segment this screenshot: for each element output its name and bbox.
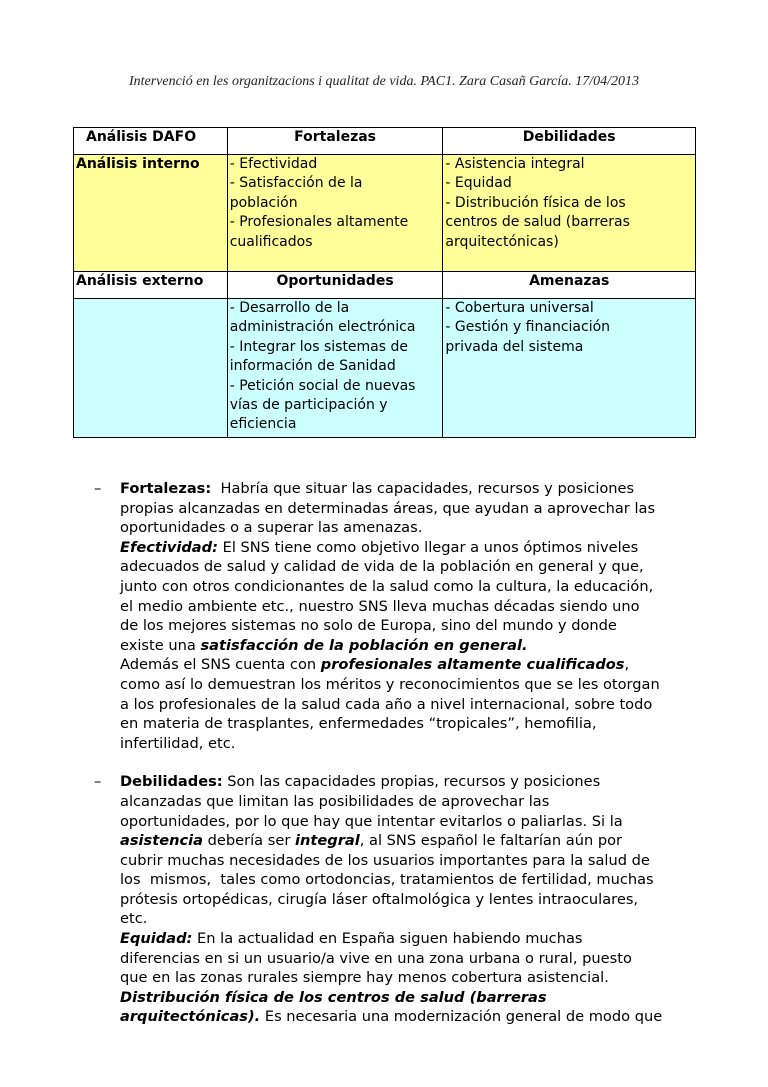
text-line: los mismos, tales como ortodoncias, tratamientos de fertilidad, muchas <box>120 871 654 889</box>
internal-analysis-row <box>74 155 696 272</box>
dafo-header-row <box>74 128 696 155</box>
text-line: infertilidad, etc. <box>120 734 236 752</box>
text-line: de los mejores sistemas no solo de Europa, sino del mundo y donde <box>120 617 617 635</box>
debilidades-section <box>94 772 704 1027</box>
emphasis: profesionales altamente cualificados <box>320 656 625 674</box>
text-line: oportunidades, por lo que hay que intentar evitarlos o paliarlas. Si la <box>120 812 623 830</box>
cell-line: arquitectónicas) <box>445 233 559 250</box>
cell-line: - Gestión y financiación <box>445 319 611 336</box>
cell-line: - Profesionales altamente <box>229 214 409 231</box>
text-line <box>120 1007 704 1027</box>
text-line <box>120 655 704 675</box>
text-line: a los profesionales de la salud cada año a nivel internacional, sobre todo <box>120 695 653 713</box>
text-line <box>120 479 704 499</box>
page-header: Intervenció en les organitzacions i qualitat de vida. PAC1. Zara Casañ García. 17/04/2013 <box>128 74 640 89</box>
subtitle: Equidad: <box>120 930 193 948</box>
dafo-title-cell: Análisis DAFO <box>74 128 228 155</box>
cell-line: - Petición social de nuevas <box>229 377 416 394</box>
list-dash: – <box>94 773 102 791</box>
cell-line: - Efectividad <box>229 156 318 172</box>
amenazas-cell <box>443 299 696 438</box>
cell-line: - Cobertura universal <box>445 300 594 316</box>
text-line: cubrir muchas necesidades de los usuarios importantes para la salud de <box>120 851 650 869</box>
cell-line: vías de participación y <box>229 397 388 414</box>
text-line: prótesis ortopédicas, cirugía láser oftalmológica y lentes intraoculares, <box>120 890 639 908</box>
emphasis: satisfacción de la población en general. <box>200 636 528 654</box>
cell-line: - Integrar los sistemas de <box>229 338 409 355</box>
oportunidades-header: Oportunidades <box>227 272 443 299</box>
text-line: que en las zonas rurales siempre hay menos cobertura asistencial. <box>120 969 609 987</box>
text-line: propias alcanzadas en determinadas áreas, que ayudan a aprovechar las <box>120 499 656 517</box>
document-body <box>94 479 704 1046</box>
cell-line: - Distribución física de los <box>445 194 626 211</box>
debilidades-header: Debilidades <box>443 128 696 155</box>
text-line: el medio ambiente etc., nuestro SNS lleva muchas décadas siendo uno <box>120 597 640 615</box>
cell-line: privada del sistema <box>445 338 584 355</box>
cell-line: administración electrónica <box>229 319 416 336</box>
list-dash: – <box>94 480 102 497</box>
cell-line: eficiencia <box>229 416 297 433</box>
text-line <box>120 538 704 558</box>
external-analysis-header-row <box>74 272 696 299</box>
cell-line: población <box>229 194 298 211</box>
empty-cell <box>74 299 228 438</box>
cell-line: centros de salud (barreras <box>445 214 630 231</box>
text-line <box>120 831 704 851</box>
text-span: Es necesaria una modernización general de modo que <box>260 1008 663 1026</box>
amenazas-header: Amenazas <box>443 272 696 299</box>
external-analysis-label: Análisis externo <box>74 272 228 299</box>
debilidades-cell <box>443 155 696 272</box>
text-line <box>120 929 704 949</box>
text-span: , <box>624 656 630 674</box>
text-span: debería ser <box>203 832 295 850</box>
text-line: diferencias en si un usuario/a vive en una zona urbana o rural, puesto <box>120 949 632 967</box>
text-span: Además el SNS cuenta con <box>120 656 321 674</box>
emphasis: integral <box>294 832 360 850</box>
text-line: junto con otros condicionantes de la salud como la cultura, la educación, <box>120 577 654 595</box>
cell-line: - Satisfacción de la <box>229 175 363 192</box>
cell-line: - Desarrollo de la <box>229 300 350 316</box>
section-title: Fortalezas: <box>120 480 212 497</box>
text-span: En la actualidad en España siguen habiendo muchas <box>192 930 583 948</box>
text-span: Habría que situar las capacidades, recursos y posiciones <box>211 480 635 497</box>
external-analysis-row <box>74 299 696 438</box>
text-span: Son las capacidades propias, recursos y posiciones <box>222 773 601 791</box>
text-span: , al SNS español le faltarían aún por <box>359 832 623 850</box>
text-line: como así lo demuestran los méritos y reconocimientos que se les otorgan <box>120 675 660 693</box>
text-line: oportunidades o a superar las amenazas. <box>120 519 423 537</box>
section-title: Debilidades: <box>120 773 223 791</box>
text-line: adecuados de salud y calidad de vida de la población en general y que, <box>120 558 644 576</box>
text-span: El SNS tiene como objetivo llegar a unos óptimos niveles <box>217 538 639 556</box>
subtitle: Distribución física de los centros de salud (barreras <box>120 988 547 1006</box>
fortalezas-section <box>94 479 704 753</box>
internal-analysis-label: Análisis interno <box>74 155 228 272</box>
text-span: existe una <box>120 636 201 654</box>
text-line <box>120 772 704 792</box>
fortalezas-header: Fortalezas <box>227 128 443 155</box>
oportunidades-cell <box>227 299 443 438</box>
text-line: alcanzadas que limitan las posibilidades de aprovechar las <box>120 792 550 810</box>
cell-line: - Equidad <box>445 175 512 192</box>
subtitle: arquitectónicas). <box>120 1008 261 1026</box>
cell-line: información de Sanidad <box>229 358 396 375</box>
fortalezas-cell <box>227 155 443 272</box>
cell-line: cualificados <box>229 233 313 250</box>
subtitle: Efectividad: <box>120 538 218 556</box>
text-line: en materia de trasplantes, enfermedades “tropicales”, hemofilia, <box>120 715 597 733</box>
text-line: etc. <box>120 910 148 928</box>
cell-line: - Asistencia integral <box>445 156 585 172</box>
text-line <box>120 636 704 656</box>
emphasis: asistencia <box>120 832 203 850</box>
dafo-table <box>73 127 696 438</box>
